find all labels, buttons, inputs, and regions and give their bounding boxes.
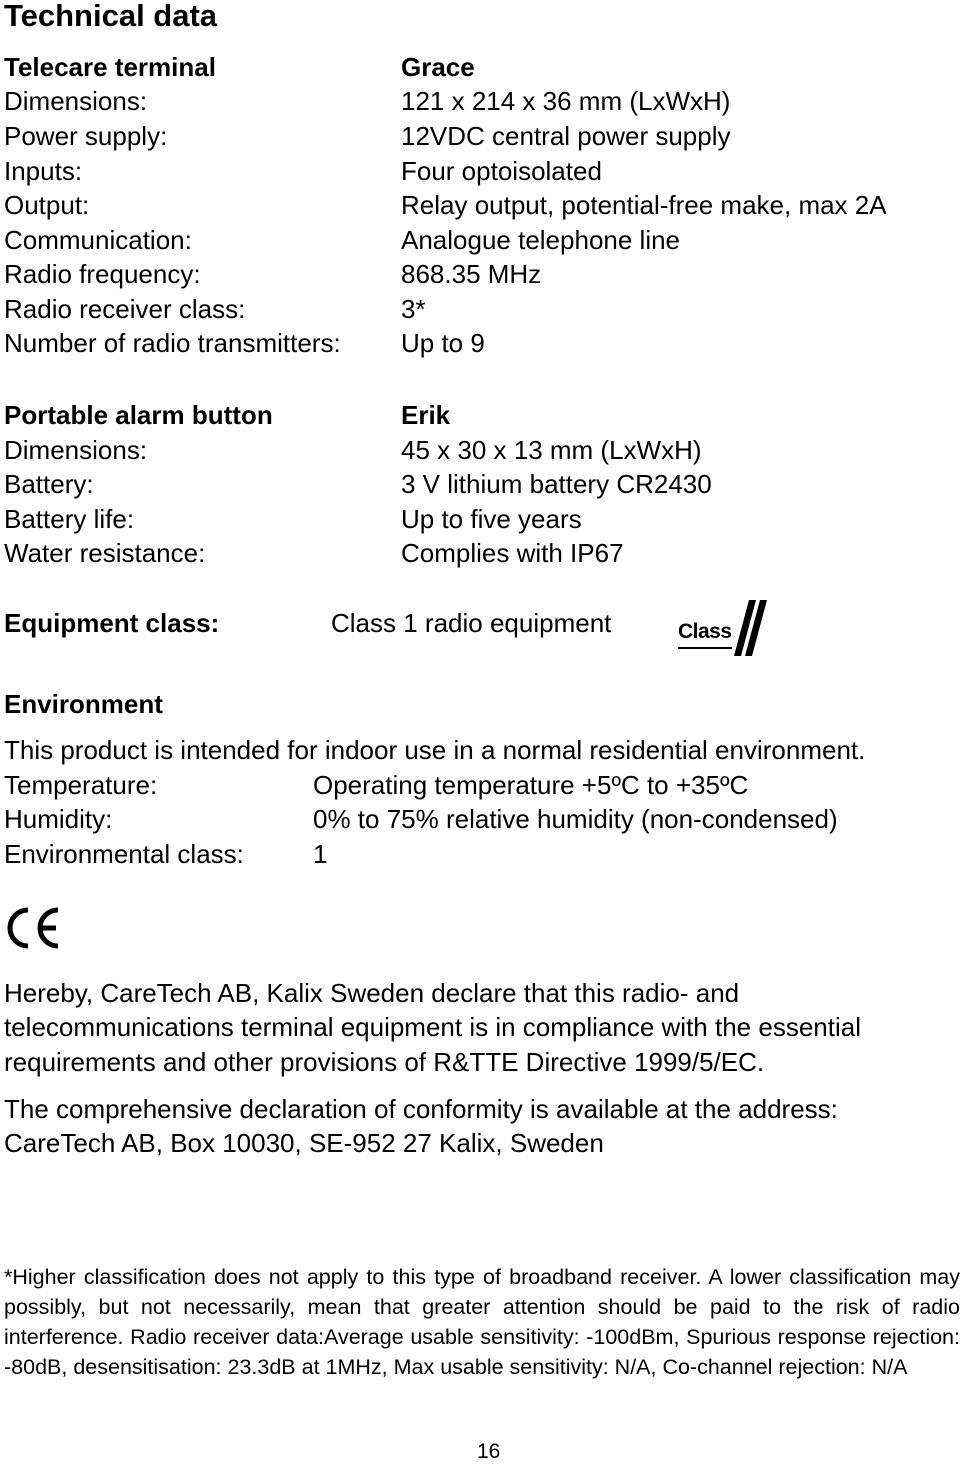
spec-label: Battery: — [4, 469, 94, 499]
env-value: Operating temperature +5ºC to +35ºC — [313, 770, 749, 800]
env-label: Temperature: — [4, 770, 158, 800]
spec-label: Radio receiver class: — [4, 294, 246, 324]
spec-value: 3 V lithium battery CR2430 — [401, 469, 712, 499]
spec-label: Dimensions: — [4, 435, 148, 465]
spec-value: Up to five years — [401, 504, 582, 534]
env-label: Environmental class: — [4, 839, 244, 869]
ce-mark-icon — [4, 906, 62, 950]
footnote: *Higher classification does not apply to this type of broadband receiver. A lower classification may possibly, but not necessarily, mean that greater attention should be paid to the risk of radio interference. Radio receiver data:Average usable sensitivity: -100dBm, Spurious response rejection: -80dB, desensitisation: 23.3dB at 1MHz, Max usable sensitivity: N/A, Co-channel rejection: N/A — [4, 1265, 960, 1379]
spec-label: Water resistance: — [4, 538, 206, 568]
spec-label: Radio frequency: — [4, 259, 201, 289]
conformity-address: CareTech AB, Box 10030, SE-952 27 Kalix, Sweden — [4, 1128, 604, 1158]
spec-label: Battery life: — [4, 504, 135, 534]
spec-value: Complies with IP67 — [401, 538, 624, 568]
spec-value: 12VDC central power supply — [401, 121, 731, 151]
spec-label: Dimensions: — [4, 86, 148, 116]
terminal-header-value: Grace — [401, 52, 475, 82]
env-label: Humidity: — [4, 804, 113, 834]
spec-label: Number of radio transmitters: — [4, 328, 341, 358]
environment-heading: Environment — [4, 689, 163, 719]
spec-label: Power supply: — [4, 121, 168, 151]
terminal-header-label: Telecare terminal — [4, 52, 216, 82]
button-header-label: Portable alarm button — [4, 400, 273, 430]
spec-value: 868.35 MHz — [401, 259, 542, 289]
declaration-line: requirements and other provisions of R&TTE Directive 1999/5/EC. — [4, 1047, 765, 1077]
spec-label: Communication: — [4, 225, 192, 255]
spec-value: Relay output, potential-free make, max 2A — [401, 190, 887, 220]
page-number: 16 — [477, 1440, 501, 1463]
equipment-class-label: Equipment class: — [4, 608, 220, 638]
spec-value: Analogue telephone line — [401, 225, 681, 255]
button-header-value: Erik — [401, 400, 451, 430]
spec-value: Up to 9 — [401, 328, 485, 358]
equipment-class-value: Class 1 radio equipment — [331, 608, 612, 638]
class-logo-text: Class — [678, 620, 732, 643]
spec-label: Inputs: — [4, 156, 83, 186]
environment-intro: This product is intended for indoor use in a normal residential environment. — [4, 735, 866, 765]
declaration-line: Hereby, CareTech AB, Kalix Sweden declare that this radio- and — [4, 978, 740, 1008]
declaration-line: telecommunications terminal equipment is in compliance with the essential — [4, 1012, 861, 1042]
spec-value: 45 x 30 x 13 mm (LxWxH) — [401, 435, 702, 465]
env-value: 1 — [313, 839, 328, 869]
page-title: Technical data — [4, 0, 218, 33]
spec-value: 3* — [401, 294, 426, 324]
conformity-line: The comprehensive declaration of conformity is available at the address: — [4, 1094, 838, 1124]
env-value: 0% to 75% relative humidity (non-condensed) — [313, 804, 838, 834]
spec-label: Output: — [4, 190, 90, 220]
class-1-mark — [674, 596, 774, 662]
spec-value: Four optoisolated — [401, 156, 602, 186]
spec-value: 121 x 214 x 36 mm (LxWxH) — [401, 86, 731, 116]
class-1-logo — [674, 596, 774, 662]
